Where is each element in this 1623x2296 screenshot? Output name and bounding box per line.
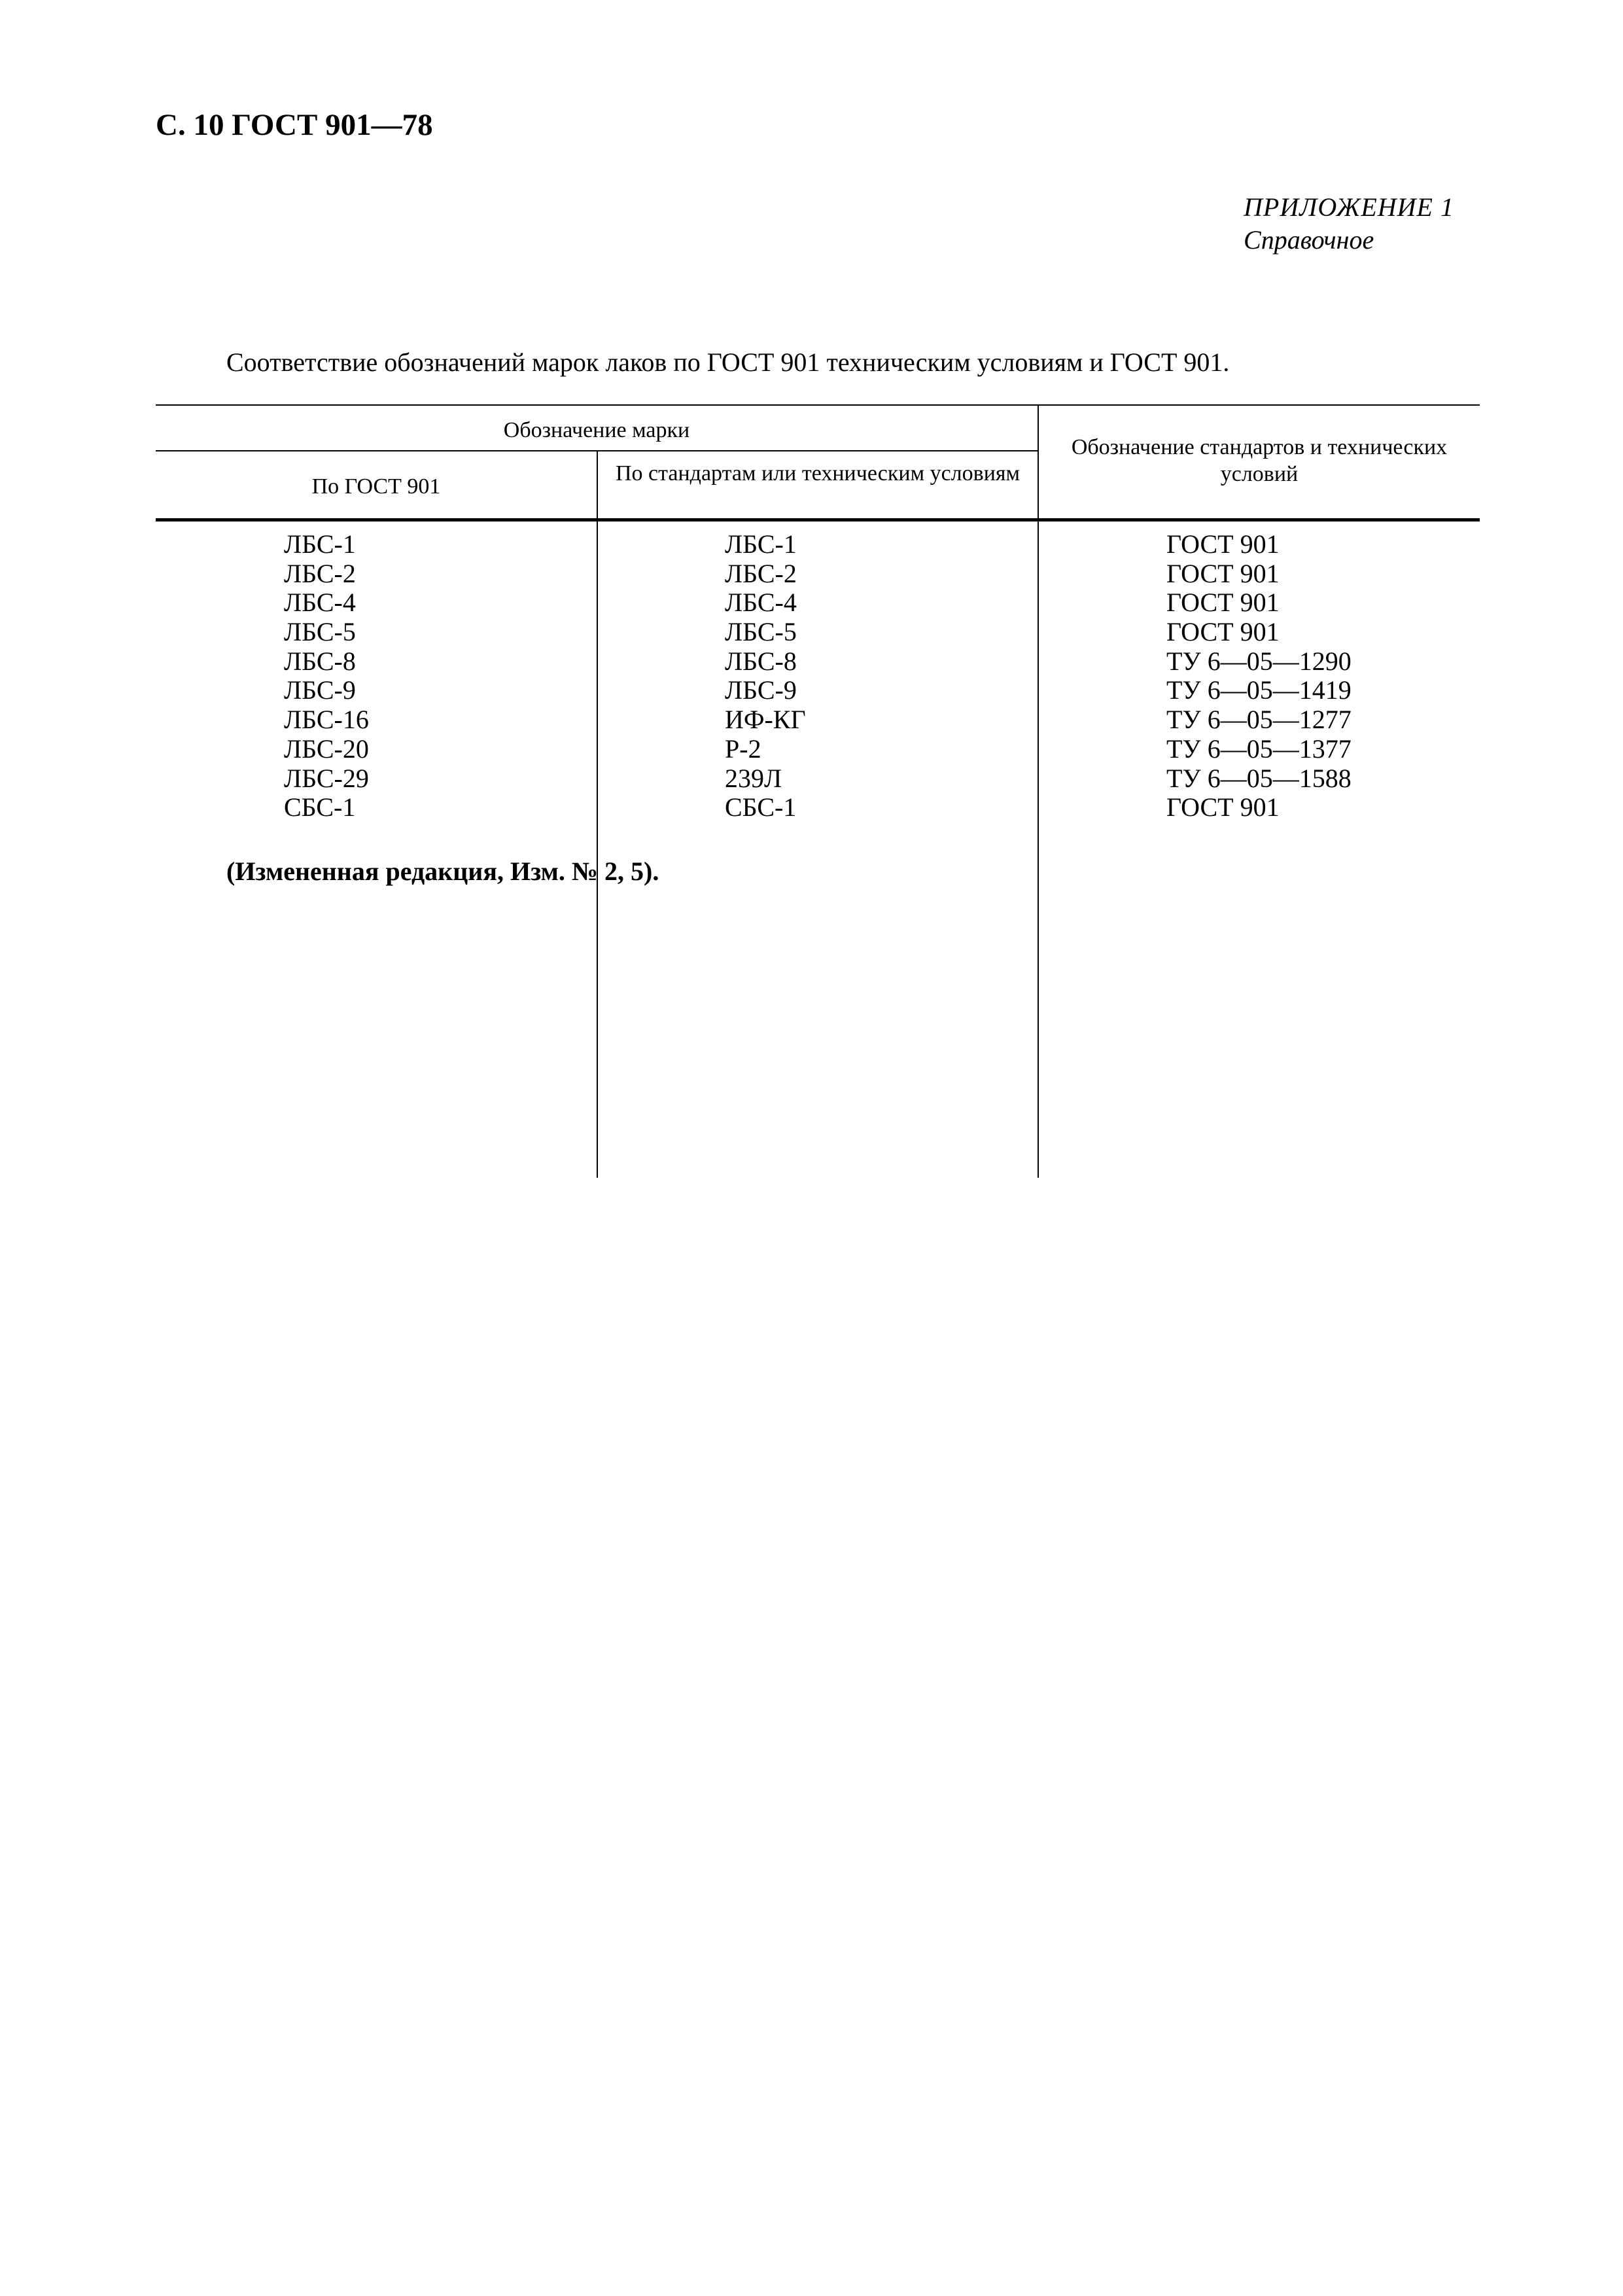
cell-gost-mark: ЛБС-2 bbox=[284, 558, 356, 588]
cell-document: ГОСТ 901 bbox=[1166, 792, 1280, 822]
cell-document: ТУ 6—05—1277 bbox=[1166, 705, 1352, 735]
table-body bbox=[156, 530, 1480, 822]
table-row bbox=[156, 764, 1480, 794]
cell-document: ГОСТ 901 bbox=[1166, 529, 1280, 559]
table-row bbox=[156, 530, 1480, 559]
cell-standard-mark: ИФ-КГ bbox=[725, 705, 806, 735]
cell-gost-mark: ЛБС-5 bbox=[284, 617, 356, 647]
appendix-title: ПРИЛОЖЕНИЕ 1 bbox=[1244, 192, 1454, 222]
group-header: Обозначение марки bbox=[503, 418, 690, 442]
cell-standard-mark: ЛБС-4 bbox=[725, 588, 797, 618]
cell-gost-mark: СБС-1 bbox=[284, 792, 356, 822]
cell-document: ТУ 6—05—1588 bbox=[1166, 763, 1352, 793]
column-header-gost: По ГОСТ 901 bbox=[311, 474, 441, 499]
cell-gost-mark: ЛБС-20 bbox=[284, 733, 369, 764]
appendix-subtitle: Справочное bbox=[1244, 225, 1374, 255]
cell-document: ГОСТ 901 bbox=[1166, 588, 1280, 618]
table-row bbox=[156, 793, 1480, 822]
cell-gost-mark: ЛБС-29 bbox=[284, 763, 369, 793]
revision-note: (Измененная редакция, Изм. № 2, 5). bbox=[226, 857, 659, 886]
table-row bbox=[156, 705, 1480, 735]
cell-gost-mark: ЛБС-16 bbox=[284, 705, 369, 735]
column-header-documents: Обозначение стандартов и технических условий bbox=[1071, 435, 1448, 486]
cell-standard-mark: ЛБС-2 bbox=[725, 558, 797, 588]
column-header-standards: По стандартам или техническим условиям bbox=[615, 461, 1021, 486]
table-row bbox=[156, 588, 1480, 618]
cell-standard-mark: ЛБС-1 bbox=[725, 529, 797, 559]
appendix-label bbox=[1244, 191, 1454, 256]
cell-document: ТУ 6—05—1419 bbox=[1166, 675, 1352, 705]
cell-document: ТУ 6—05—1377 bbox=[1166, 733, 1352, 764]
cell-document: ГОСТ 901 bbox=[1166, 558, 1280, 588]
cell-document: ТУ 6—05—1290 bbox=[1166, 646, 1352, 676]
table-row bbox=[156, 647, 1480, 677]
cell-standard-mark: ЛБС-5 bbox=[725, 617, 797, 647]
cell-document: ГОСТ 901 bbox=[1166, 617, 1280, 647]
cell-standard-mark: ЛБС-9 bbox=[725, 675, 797, 705]
table-row bbox=[156, 618, 1480, 647]
table-row bbox=[156, 559, 1480, 589]
header-bottom-rule bbox=[156, 518, 1480, 521]
cell-standard-mark: ЛБС-8 bbox=[725, 646, 797, 676]
cell-gost-mark: ЛБС-9 bbox=[284, 675, 356, 705]
cell-gost-mark: ЛБС-4 bbox=[284, 588, 356, 618]
cell-standard-mark: Р-2 bbox=[725, 733, 761, 764]
cell-gost-mark: ЛБС-1 bbox=[284, 529, 356, 559]
page-header: С. 10 ГОСТ 901—78 bbox=[156, 108, 433, 142]
cell-standard-mark: СБС-1 bbox=[725, 792, 797, 822]
cell-gost-mark: ЛБС-8 bbox=[284, 646, 356, 676]
table-row bbox=[156, 735, 1480, 764]
table-caption: Соответствие обозначений марок лаков по ГОСТ 901 техническим условиям и ГОСТ 901. bbox=[226, 347, 1230, 377]
table-row bbox=[156, 676, 1480, 705]
table-top-rule bbox=[156, 404, 1480, 406]
cell-standard-mark: 239Л bbox=[725, 763, 782, 793]
